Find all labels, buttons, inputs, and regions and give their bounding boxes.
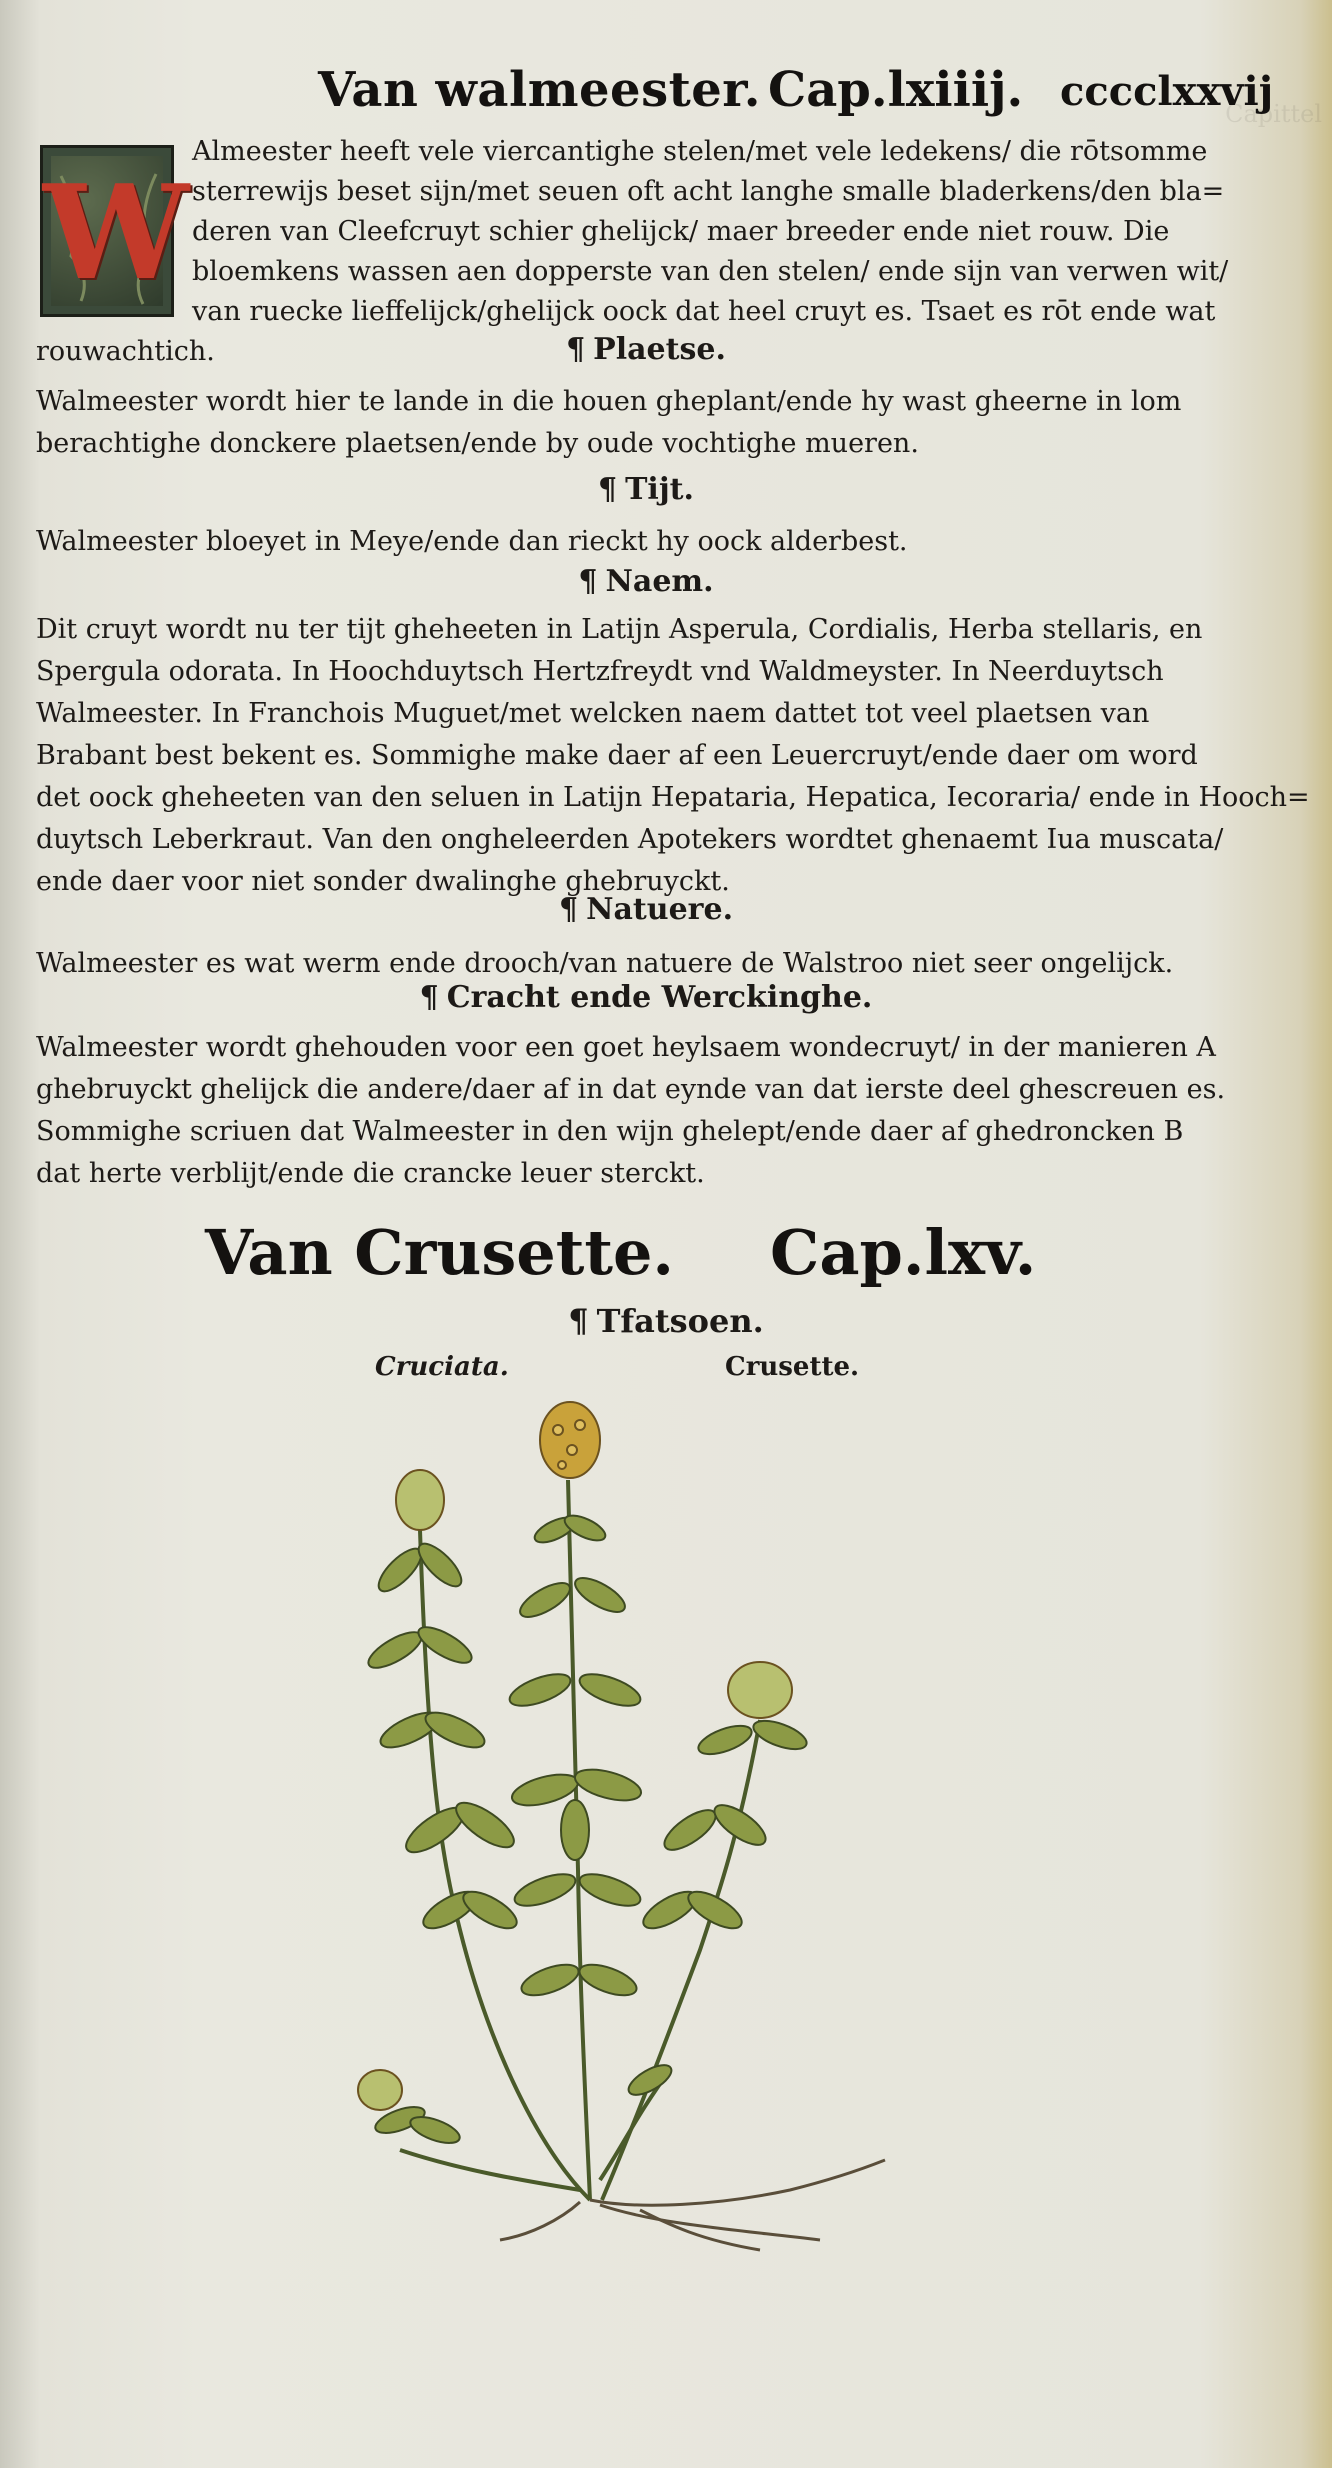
body-line: ende daer voor niet sonder dwalinghe ghebruyckt. [36, 866, 730, 897]
plant-roots [500, 2160, 885, 2250]
pilcrow-icon: ¶ [598, 472, 618, 507]
body-line: Walmeester bloeyet in Meye/ende dan rieckt hy oock alderbest. [36, 526, 908, 557]
body-line: berachtighe donckere plaetsen/ende by oude vochtighe mueren. [36, 428, 919, 459]
section-heading-tijt [36, 472, 1256, 507]
body-line: det oock gheheeten van den seluen in Latijn Hepataria, Hepatica, Iecoraria/ ende in Hooch= [36, 782, 1310, 813]
body-line: Walmeester. In Franchois Muguet/met welcken naem dattet tot veel plaetsen van [36, 698, 1150, 729]
body-line: Walmeester wordt ghehouden voor een goet heylsaem wondecruyt/ in der manieren A [36, 1032, 1216, 1063]
section-heading-label: Tijt. [625, 472, 694, 507]
section-heading-plaetse [36, 332, 1256, 367]
body-line: bloemkens wassen aen dopperste van den stelen/ ende sijn van verwen wit/ [192, 256, 1229, 287]
running-header [0, 62, 1332, 122]
chapter-heading [0, 1216, 1332, 1296]
section-heading-natuere [36, 892, 1256, 927]
body-line: Sommighe scriuen dat Walmeester in den wijn ghelept/ende daer af ghedroncken B [36, 1116, 1184, 1147]
pilcrow-icon: ¶ [566, 332, 586, 367]
header-title: Van walmeester. [318, 62, 761, 118]
chapter-number: Cap.lxv. [770, 1216, 1037, 1289]
bleed-through-text: Capittel [1225, 100, 1322, 128]
body-line: Dit cruyt wordt nu ter tijt gheheeten in Latijn Asperula, Cordialis, Herba stellaris, en [36, 614, 1203, 645]
section-heading-naem [36, 564, 1256, 599]
body-line: sterrewijs beset sijn/met seuen oft acht langhe smalle bladerkens/den bla= [192, 176, 1225, 207]
body-line: duytsch Leberkraut. Van den ongheleerden Apotekers wordtet ghenaemt Iua muscata/ [36, 824, 1224, 855]
initial-letter: W [43, 156, 189, 309]
header-chapter: Cap.lxiiij. [768, 62, 1024, 118]
body-line: rouwachtich. [36, 336, 215, 367]
body-line: deren van Cleefcruyt schier ghelijck/ maer breeder ende niet rouw. Die [192, 216, 1170, 247]
body-line: Walmeester es wat werm ende drooch/van natuere de Walstroo niet seer ongelijck. [36, 948, 1174, 979]
section-heading-label: Cracht ende Werckinghe. [446, 980, 873, 1015]
body-line: van ruecke lieffelijck/ghelijck oock dat heel cruyt es. Tsaet es rōt ende wat [192, 296, 1216, 327]
section-heading-cracht [36, 980, 1256, 1015]
body-line: Brabant best bekent es. Sommighe make daer af een Leuercruyt/ende daer om word [36, 740, 1198, 771]
pilcrow-icon: ¶ [558, 892, 579, 927]
folio-number: cccclxxvij [1060, 68, 1274, 115]
pilcrow-icon: ¶ [419, 980, 439, 1015]
figure-heading-label: Tfatsoen. [596, 1302, 764, 1340]
figure-vernacular-label: Crusette. [725, 1352, 860, 1382]
body-line: dat herte verblijt/ende die crancke leuer sterckt. [36, 1158, 705, 1189]
chapter-title: Van Crusette. [205, 1216, 674, 1289]
body-line: Walmeester wordt hier te lande in die houen gheplant/ende hy wast gheerne in lom [36, 386, 1182, 417]
figure-heading [0, 1302, 1332, 1340]
section-heading-label: Naem. [605, 564, 714, 599]
body-line: Almeester heeft vele viercantighe stelen/met vele ledekens/ die rōtsomme [192, 136, 1208, 167]
section-heading-label: Plaetse. [593, 332, 726, 367]
figure-latin-label: Cruciata. [375, 1352, 509, 1382]
body-line: ghebruyckt ghelijck die andere/daer af in dat eynde van dat ierste deel ghescreuen es. [36, 1074, 1226, 1105]
decorated-initial-icon [40, 145, 189, 317]
pilcrow-icon: ¶ [568, 1302, 589, 1340]
crosswort-plant-icon [340, 1390, 920, 2270]
section-heading-label: Natuere. [586, 892, 734, 927]
plant-leaves [364, 1511, 811, 2149]
body-line: Spergula odorata. In Hoochduytsch Hertzfreydt vnd Waldmeyster. In Neerduytsch [36, 656, 1164, 687]
pilcrow-icon: ¶ [578, 564, 598, 599]
